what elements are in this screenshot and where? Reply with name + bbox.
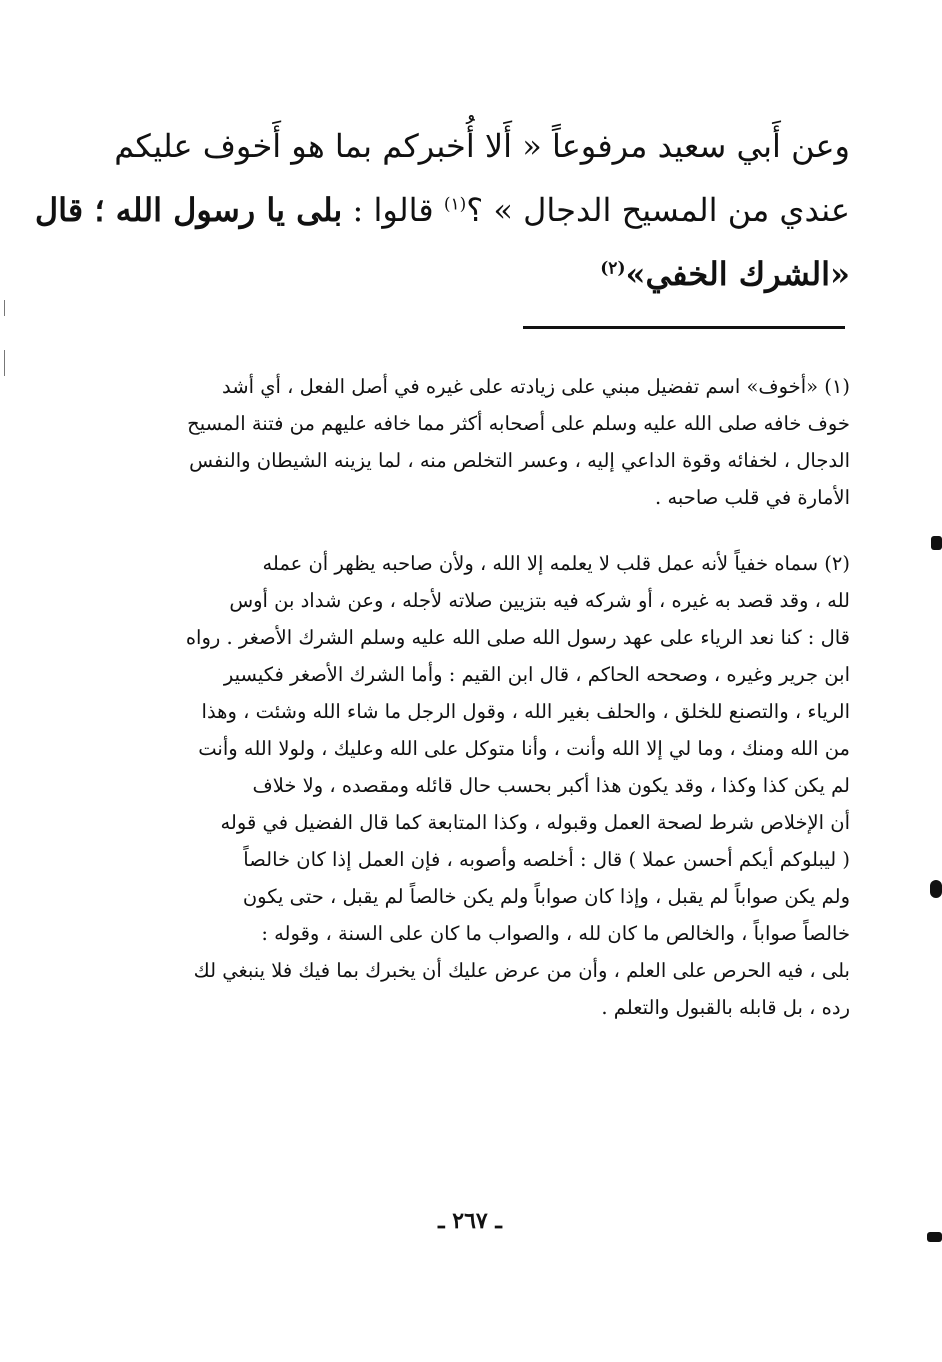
footnote-line: قال : كنا نعد الرياء على عهد رسول الله صلى الله عليه وسلم الشرك الأصغر . رواه [185, 626, 850, 649]
footnote-line: ابن جرير وغيره ، وصححه الحاكم ، قال ابن القيم : وأما الشرك الأصغر فكيسير [223, 663, 850, 686]
footnote-line: خالصاً صواباً ، والخالص ما كان لله ، والصواب ما كان على السنة ، وقوله : [261, 922, 850, 945]
footnote-line: الأمارة في قلب صاحبه . [655, 486, 850, 509]
binding-mark [927, 1232, 942, 1242]
scan-edge-mark [4, 300, 5, 316]
footnotes [96, 368, 850, 1055]
footnote-ref-1: (١) [443, 194, 467, 215]
binding-mark [931, 536, 942, 550]
main-line-2-mid: قالوا : [342, 191, 444, 229]
footnote-ref-2: (٢) [600, 258, 626, 279]
footnote-line: ( ليبلوكم أيكم أحسن عملا ) قال : أخلصه وأصوبه ، فإن العمل إذا كان خالصاً [243, 848, 850, 871]
page-number: ـ ٢٦٧ ـ [438, 1208, 502, 1234]
footnote-line [96, 368, 850, 405]
footnote-2 [96, 545, 850, 1026]
footnote-line: خوف خافه صلى الله عليه وسلم على أصحابه أكثر مما خافه عليهم من فتنة المسيح [187, 412, 850, 435]
footnote-number: (١) [824, 375, 850, 398]
footnote-text: «أخوف» اسم تفضيل مبني على زيادته على غيره في أصل الفعل ، أي أشد [222, 375, 819, 398]
footnote-line: رده ، بل قابله بالقبول والتعلم . [601, 996, 850, 1019]
main-line-3-bold: «الشرك الخفي» [625, 255, 850, 293]
main-line-2-bold: بلى يا رسول الله ؛ قال [34, 191, 343, 229]
footnote-line: من الله ومنك ، وما لي إلا الله وأنت ، وأنا متوكل على الله وعليك ، ولولا الله وأنت [198, 737, 850, 760]
footnote-line: بلى ، فيه الحرص على العلم ، وأن من عرض عليك أن يخبرك بما فيك فلا ينبغي لك [193, 959, 850, 982]
footnote-line: ولم يكن صواباً لم يقبل ، وإذا كان صواباً ولم يكن خالصاً لم يقبل ، حتى يكون [242, 885, 850, 908]
main-line-2 [34, 178, 850, 242]
footnote-line: الرياء ، والتصنع للخلق ، والحلف بغير الله ، وقول الرجل ما شاء الله وشئت ، وهذا [201, 700, 850, 723]
footnote-line [96, 545, 850, 582]
binding-mark [930, 880, 942, 898]
footnote-text: سماه خفياً لأنه عمل قلب لا يعلمه إلا الله ، ولأن صاحبه يظهر أن عمله [262, 552, 819, 575]
footnote-number: (٢) [824, 552, 850, 575]
footnote-separator [523, 326, 845, 329]
main-line-1: وعن أَبي سعيد مرفوعاً « أَلا أُخبركم بما هو أَخوف عليكم [114, 127, 850, 165]
footnote-line: لله ، وقد قصد به غيره ، أو شركه فيه بتزيين صلاته لأجله ، وعن شداد بن أوس [229, 589, 850, 612]
main-paragraph [34, 114, 850, 306]
main-line-2-start: عندي من المسيح الدجال » ؟ [466, 191, 850, 229]
footnote-line: لم يكن كذا وكذا ، وقد يكون هذا أكبر بحسب حال قائله ومقصده ، ولا خلاف [252, 774, 850, 797]
scan-edge-mark [4, 350, 5, 376]
footnote-1 [96, 368, 850, 516]
main-line-3 [96, 242, 850, 306]
footnote-line: أن الإخلاص شرط لصحة العمل وقبوله ، وكذا المتابعة كما قال الفضيل في قوله [220, 811, 850, 834]
footnote-line: الدجال ، لخفائه وقوة الداعي إليه ، وعسر التخلص منه ، لما يزينه الشيطان والنفس [189, 449, 850, 472]
